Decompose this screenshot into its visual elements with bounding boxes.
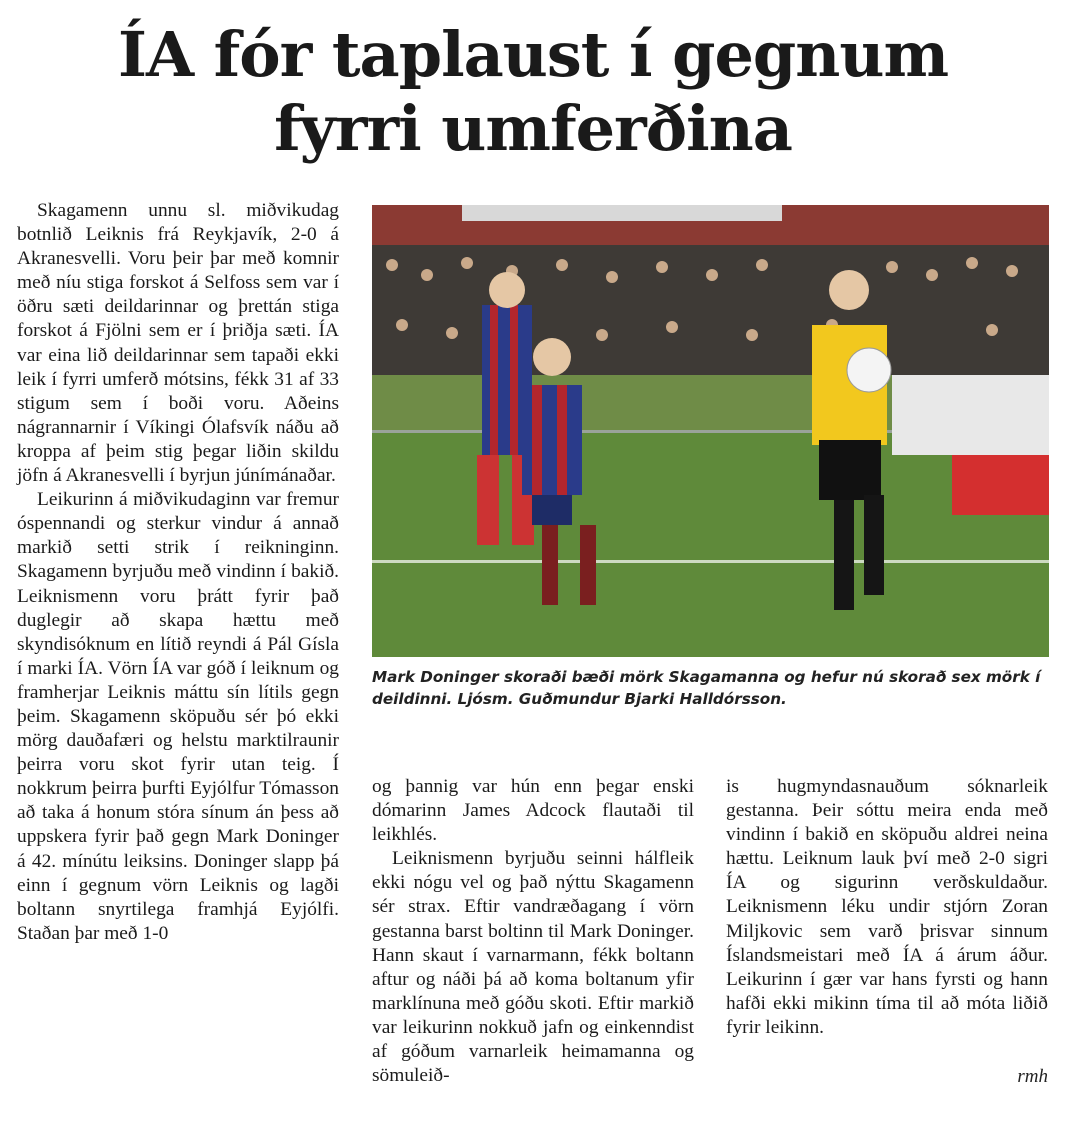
advert-board [952,455,1049,515]
headline-line-2: fyrri umferðina [274,92,792,165]
paragraph: Leiknismenn byrjuðu seinni hálfleik ekki nógu vel og það nýttu Skagamenn sér strax. Eftir vandræðagang í vörn gestanna barst boltinn til Mark Doninger. Hann skaut í varnarmann, fékk boltann aftur og náði þá að koma boltanum yfir marklínuna með góðu skoti. Eftir markið var leikurinn nokkuð jafn og einkenndist af góðum varnarleik heimamanna og sömuleið- [372,848,694,1087]
football-photo-illustration [372,205,1049,657]
pitch [372,433,1049,657]
dugout [892,375,1049,455]
ball-icon [847,348,891,392]
match-photo [372,205,1049,657]
stand-roof [462,205,782,221]
crowd-area [372,245,1049,375]
article-column-3 [726,775,1048,1040]
article-column-1 [17,199,339,946]
headline [0,18,1066,166]
article-column-2 [372,775,694,1088]
headline-line-1: ÍA fór taplaust í gegnum [117,18,949,91]
paragraph: Leikurinn á miðvikudaginn var fremur óspennandi og sterkur vindur á annað markið setti strik í reikninginn. Skagamenn byrjuðu með vindinn í bakið. Leiknismenn voru þrátt fyrir það duglegir að skapa hættu með skyndisóknum en lítið reyndi á Pál Gísla í marki ÍA. Vörn ÍA var góð í leiknum og framherjar Leiknis máttu sín lítils gegn þeim. Skagamenn sköpuðu sér þó ekki mörg dauðafæri og helstu marktilraunir þeirra voru skot fyrir utan teig. Í nokkrum þeirra þurfti Eyjólfur Tómasson að taka á honum stóra sínum án þess að uppskera fyrir það gegn Mark Doninger á 42. mínútu leiksins. Doninger slapp þá einn í gegnum vörn Leiknis og lagði boltann snyrtilega framhjá Eyjólfi. Staðan þar með 1-0 [17,489,339,944]
byline: rmh [1017,1066,1048,1087]
paragraph: og þannig var hún enn þegar enski dómarinn James Adcock flautaði til leikhlés. [372,776,694,846]
photo-caption: Mark Doninger skoraði bæði mörk Skagamanna og hefur nú skorað sex mörk í deildinni. Ljósm. Guðmundur Bjarki Halldórsson. [372,668,1041,708]
paragraph: is hugmyndasnauðum sóknarleik gestanna. Þeir sóttu meira enda með vindinn í bakið en sköpuðu aldrei neina hættu. Leiknum lauk því með 2-0 sigri ÍA og sigurinn verðskuldaður. Leiknismenn léku undir stjórn Zoran Miljkovic sem varð þrisvar sinnum Íslandsmeistari með ÍA á árum áður. Leikurinn í gær var hans fyrsti og hann hafði ekki mikinn tíma til að móta liðið fyrir leikinn. [726,776,1048,1038]
pitch-line [372,560,1049,563]
paragraph: Skagamenn unnu sl. miðvikudag botnlið Leiknis frá Reykjavík, 2-0 á Akranesvelli. Voru þeir þar með komnir með níu stiga forskot á Selfoss sem var í öðru sæti deildarinnar og þrettán stiga forskot á Fjölni sem er í þriðja sæti. ÍA var eina lið deildarinnar sem tapaði ekki leik í fyrri umferð mótsins, fékk 31 af 33 stigum sem í boði voru. Aðeins nágrannarnir í Víkingi Ólafsvík náðu að kroppa af þeim stig þegar liðin skildu jöfn á Akranesvelli í byrjun júnímánaðar. [17,200,339,487]
